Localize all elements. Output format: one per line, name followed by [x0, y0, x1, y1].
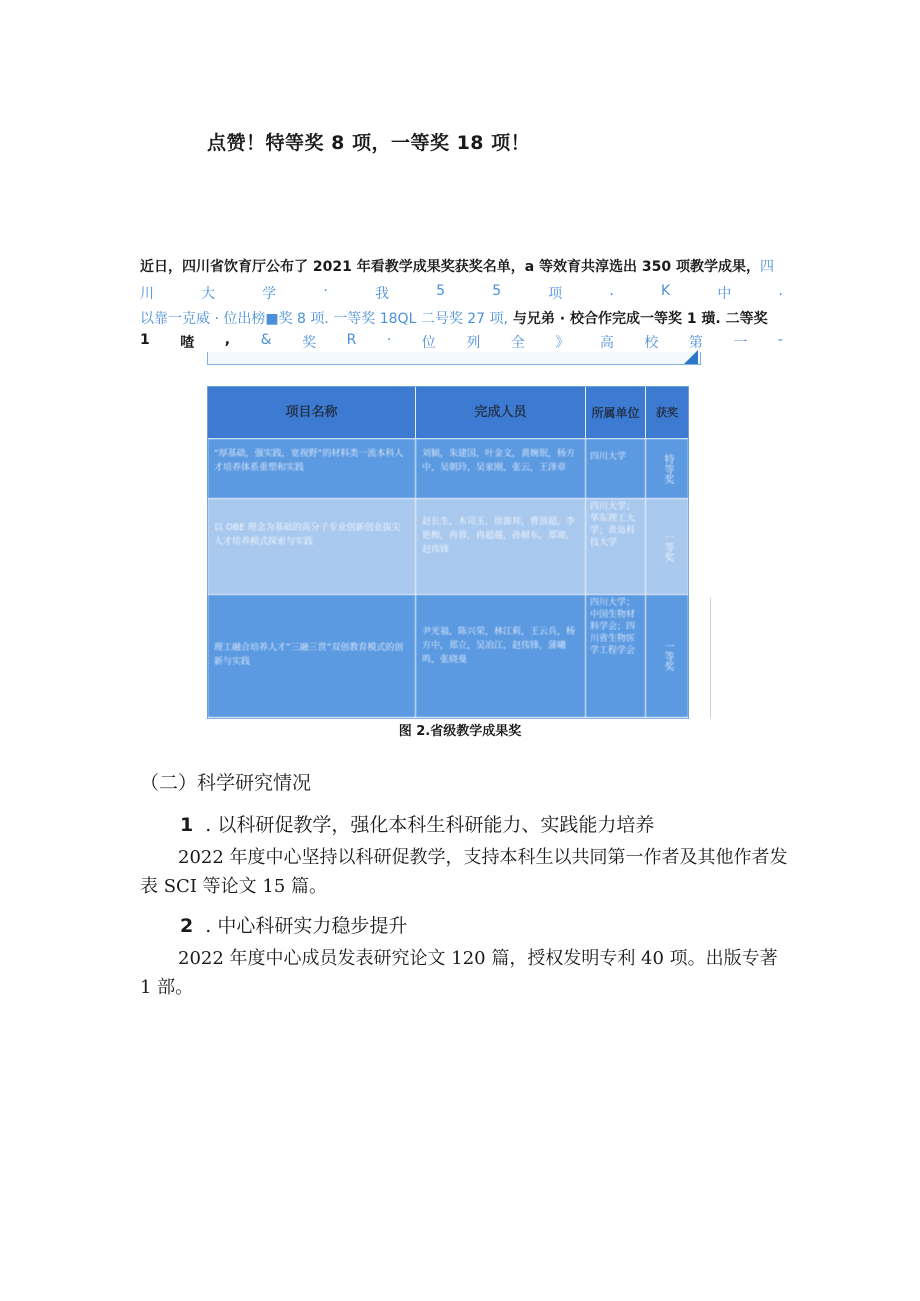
- news-char: 》: [555, 335, 570, 351]
- figure-caption: 图 2.省级教学成果奖: [398, 724, 522, 739]
- cell-unit: 四川大学；华东理工大学；青岛科技大学: [586, 499, 646, 595]
- news-char: 喳: [180, 335, 195, 351]
- cell-award: 一等奖: [646, 595, 688, 718]
- news-line-3: [140, 308, 768, 328]
- cell-members: 尹光福，陈兴荣，林江莉，王云兵，杨方中，郑立，吴冶江，赵伟锋，蒲曦鸣，张晓曼: [416, 595, 586, 718]
- banner-strip: [207, 352, 701, 365]
- news-line-1: [140, 256, 774, 276]
- news-char: .: [609, 283, 614, 299]
- header-project-name: 项目名称: [208, 387, 416, 439]
- news-char: 5: [492, 283, 502, 299]
- news-char: 学: [262, 286, 277, 302]
- corner-triangle-icon: [684, 350, 698, 364]
- cell-award: 特等奖: [646, 439, 688, 499]
- subheading-2-text: . 中心科研实力稳步提升: [205, 915, 408, 937]
- cell-members: 赵长生，木司玉，徐源邦，曹顶超，李艳梅，冉蓉，冉超越，孙树东，郑塬，赵伟锋: [416, 499, 586, 595]
- news-char: 大: [201, 286, 216, 302]
- subheading-1-number: 1: [180, 814, 194, 836]
- news-char: 全: [510, 335, 525, 351]
- news-char: ·: [323, 283, 328, 299]
- news-char: 第: [688, 335, 703, 351]
- news-char: 奖: [302, 335, 317, 351]
- paragraph-2: 2022 年度中心成员发表研究论文 120 篇，授权发明专利 40 项。出版专著 1 部。: [140, 948, 778, 998]
- news-char: .: [778, 283, 783, 299]
- news-char: ,: [224, 332, 231, 348]
- news-line-3-a: 以靠一克威 · 位出榜■奖 8 项.: [140, 311, 329, 327]
- cell-project-name: 理工融合培养人才“三融三贯”双创教育模式的创新与实践: [208, 595, 416, 718]
- headline: 点赞！特等奖 8 项，一等奖 18 项！: [207, 132, 531, 154]
- cell-project-name: “厚基础，强实践，宽视野”的材料类一流本科人才培养体系重塑和实践: [208, 439, 416, 499]
- news-line-4: [140, 332, 783, 352]
- table-row: [208, 499, 688, 595]
- news-char: 校: [644, 335, 659, 351]
- cell-project-name: 以 OBE 理念为基础的高分子专业创新创业拔尖人才培养模式探索与实践: [208, 499, 416, 595]
- section-heading: （二）科学研究情况: [140, 772, 312, 794]
- cell-unit: 四川大学；中国生物材料学会；四川省生物医学工程学会: [586, 595, 646, 718]
- table-row: [208, 439, 688, 499]
- news-char: ·: [386, 332, 392, 348]
- news-line-1-tail: 四: [760, 259, 775, 275]
- news-char: -: [777, 332, 783, 348]
- subheading-2-number: 2: [180, 915, 194, 937]
- news-line-3-b: 一等奖 18QL 二号奖 27 项,: [328, 311, 508, 327]
- news-char: 川: [140, 286, 154, 302]
- cell-members: 刘颖，朱建国，叶金文，黄婉珉，杨方中，吴朝玲，吴家刚，张云，王泽章: [416, 439, 586, 499]
- cell-award: 一等奖: [646, 499, 688, 595]
- header-award: 获奖: [646, 387, 688, 439]
- news-char: K: [661, 283, 671, 299]
- news-char: 中: [717, 286, 732, 302]
- subheading-2: [180, 911, 407, 938]
- table-header-row: [208, 387, 688, 439]
- news-char: 1: [140, 332, 150, 348]
- subheading-1: [180, 810, 654, 837]
- table-row: [208, 595, 688, 718]
- header-unit: 所属单位: [586, 387, 646, 439]
- cell-unit: 四川大学: [586, 439, 646, 499]
- news-char: 5: [436, 283, 446, 299]
- header-members: 完成人员: [416, 387, 586, 439]
- news-char: &: [260, 332, 272, 348]
- news-line-1-text: 近日，四川省饮育厅公布了 2021 年看教学成果奖获奖名单，a 等效育共淳选出 350 项教学成果，: [140, 259, 761, 275]
- award-table: [207, 386, 689, 719]
- paragraph-1: 2022 年度中心坚持以科研促教学，支持本科生以共同第一作者及其他作者发表 SCI 等论文 15 篇。: [140, 847, 788, 897]
- news-char: R: [346, 332, 357, 348]
- news-char: 高: [599, 335, 614, 351]
- news-line-2: [140, 283, 783, 303]
- news-char: 项: [548, 286, 563, 302]
- news-char: 一: [733, 335, 748, 351]
- news-char: 我: [375, 286, 390, 302]
- table-edge-line: [710, 598, 711, 718]
- news-line-3-c: 与兄弟 · 校合作完成一等奖 1 璜. 二等奖: [508, 311, 768, 327]
- news-char: 列: [466, 335, 481, 351]
- news-char: 位: [421, 335, 436, 351]
- subheading-1-text: . 以科研促教学，强化本科生科研能力、实践能力培养: [205, 814, 655, 836]
